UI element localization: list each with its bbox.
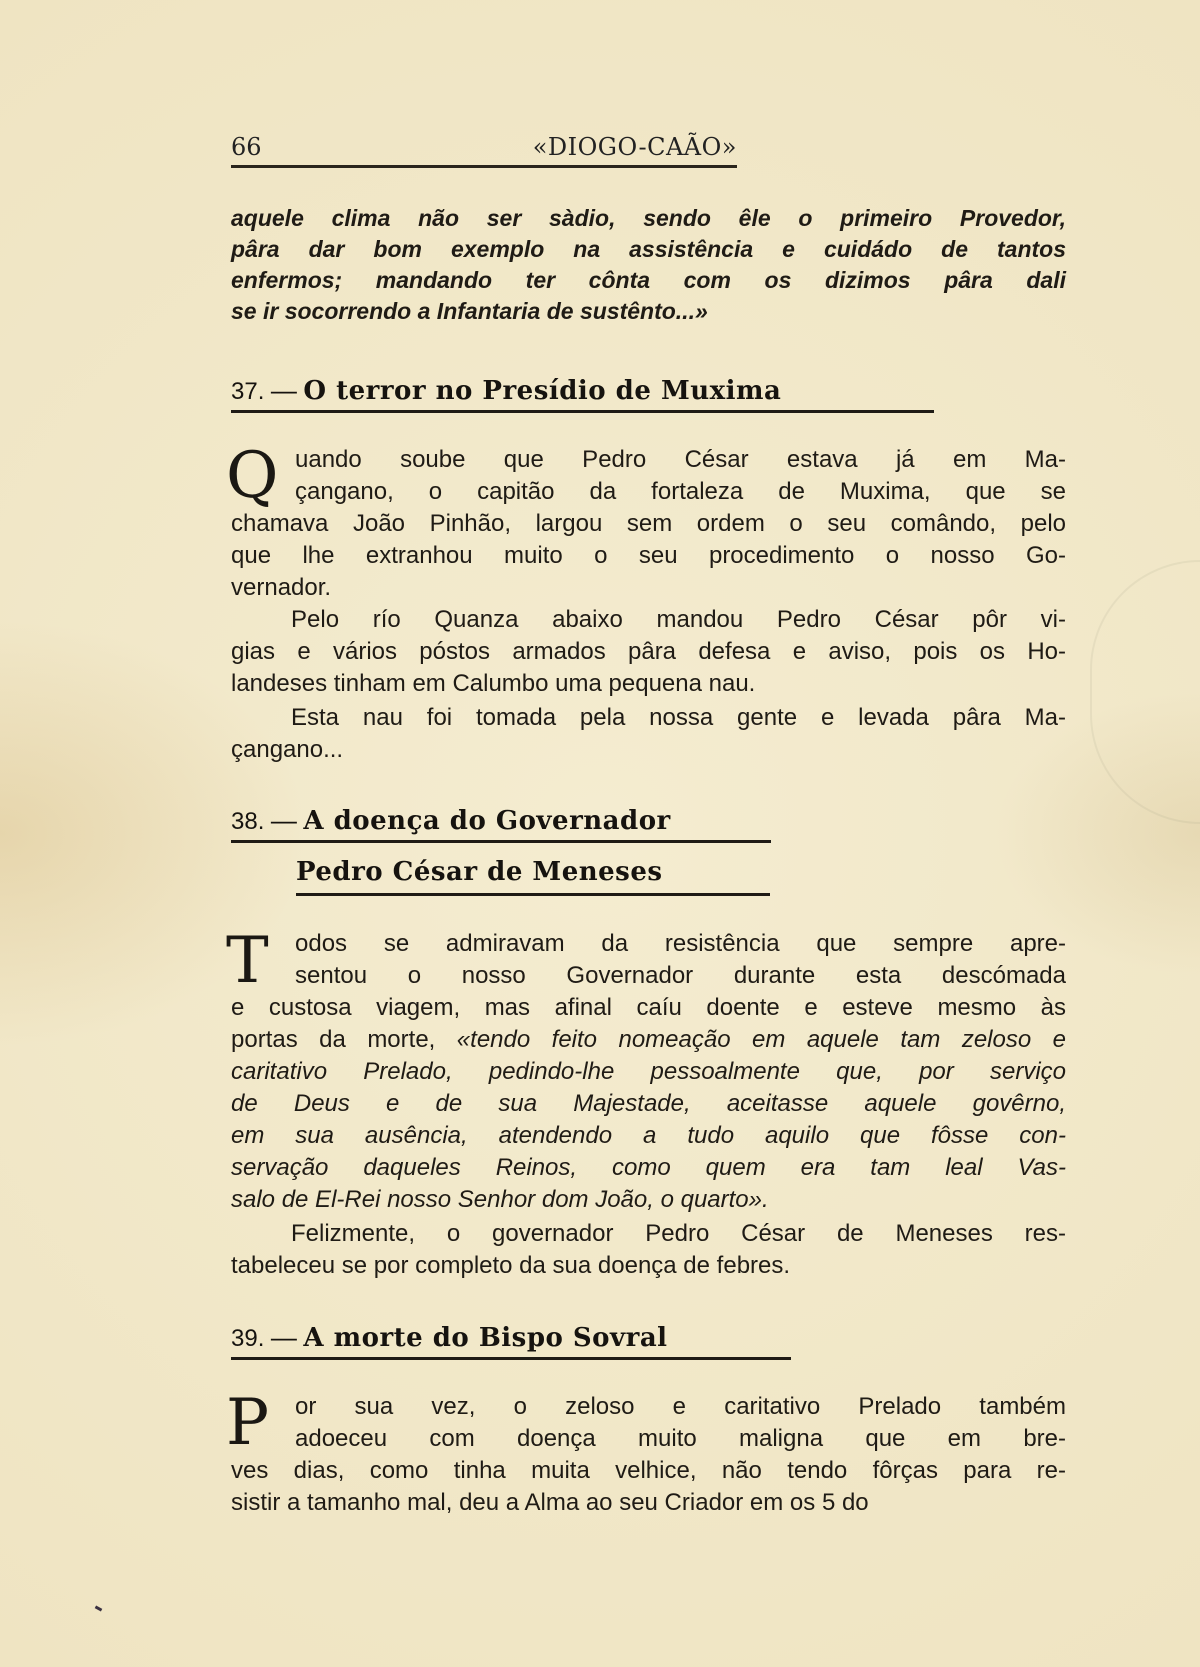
running-title: «DIOGO-CAÃO» bbox=[532, 133, 737, 161]
watermark-seal bbox=[1090, 560, 1200, 824]
quote-italic: «tendo feito nomeação em aquele tam zeloso e bbox=[456, 1026, 1066, 1053]
text-line: caritativo Prelado, pedindo-lhe pessoalmente que, por serviço bbox=[231, 1058, 1066, 1085]
section-rule bbox=[231, 840, 771, 843]
text-line: odos se admiravam da resistência que sempre apre- bbox=[295, 930, 1066, 957]
section-heading-37 bbox=[231, 375, 781, 406]
text-line: que lhe extranhou muito o seu procedimento o nosso Go- bbox=[231, 542, 1066, 569]
text-line: tabeleceu se por completo da sua doença de febres. bbox=[231, 1252, 791, 1279]
section-title: O terror no Presídio de Muxima bbox=[303, 376, 782, 406]
section-39-paragraph-1 bbox=[231, 1391, 1066, 1519]
speck-mark bbox=[95, 1606, 103, 1612]
section-dash: — bbox=[270, 1322, 297, 1352]
text-plain: portas da morte, bbox=[231, 1026, 457, 1053]
intro-quote bbox=[231, 203, 1066, 327]
drop-cap: P bbox=[226, 1386, 270, 1460]
page-number: 66 bbox=[231, 133, 262, 161]
section-38-paragraph-1 bbox=[231, 928, 1066, 1216]
text-line: Pelo río Quanza abaixo mandou Pedro César pôr vi- bbox=[291, 606, 1066, 633]
text-line: ves dias, como tinha muita velhice, não tendo fôrças para re- bbox=[231, 1457, 1066, 1484]
section-heading-38 bbox=[231, 805, 671, 836]
section-rule bbox=[231, 1357, 791, 1360]
section-rule bbox=[231, 410, 934, 413]
text-line: vernador. bbox=[231, 574, 332, 601]
text-line: se ir socorrendo a Infantaria de sustênto...» bbox=[231, 298, 708, 324]
text-line: em sua ausência, atendendo a tudo aquilo que fôsse con- bbox=[231, 1122, 1066, 1149]
section-heading-38-line-2 bbox=[296, 857, 663, 887]
text-line: e custosa viagem, mas afinal caíu doente e esteve mesmo às bbox=[231, 994, 1066, 1021]
section-dash: — bbox=[270, 805, 297, 835]
text-line: enfermos; mandando ter cônta com os dizimos pâra dali bbox=[231, 267, 1066, 293]
text-line: uando soube que Pedro César estava já em Ma- bbox=[295, 446, 1066, 473]
text-line: adoeceu com doença muito maligna que em bre- bbox=[295, 1425, 1066, 1452]
text-line: aquele clima não ser sàdio, sendo êle o primeiro Provedor, bbox=[231, 205, 1066, 231]
section-number: 37. bbox=[231, 378, 265, 405]
text-line: çangano, o capitão da fortaleza de Muxima, que se bbox=[295, 478, 1066, 505]
text-line bbox=[231, 1024, 1066, 1056]
section-38-paragraph-2 bbox=[231, 1218, 1066, 1282]
section-title: A doença do Governador bbox=[303, 806, 671, 836]
text-line: gias e vários póstos armados pâra defesa e aviso, pois os Ho- bbox=[231, 638, 1066, 665]
text-line: sistir a tamanho mal, deu a Alma ao seu Criador em os 5 do bbox=[231, 1489, 869, 1516]
drop-cap: T bbox=[226, 924, 269, 998]
section-number: 39. bbox=[231, 1325, 265, 1352]
section-37-paragraph-3 bbox=[231, 702, 1066, 766]
text-line: landeses tinham em Calumbo uma pequena nau. bbox=[231, 670, 756, 697]
section-number: 38. bbox=[231, 808, 265, 835]
text-line: çangano... bbox=[231, 736, 344, 763]
text-line: servação daqueles Reinos, como quem era tam leal Vas- bbox=[231, 1154, 1066, 1181]
drop-cap: Q bbox=[226, 439, 279, 513]
text-line: pâra dar bom exemplo na assistência e cuidádo de tantos bbox=[231, 236, 1066, 262]
section-dash: — bbox=[270, 375, 297, 405]
text-line: sentou o nosso Governador durante esta descómada bbox=[295, 962, 1066, 989]
section-37-paragraph-2 bbox=[231, 604, 1066, 700]
text-line: or sua vez, o zeloso e caritativo Prelado também bbox=[295, 1393, 1066, 1420]
section-title: A morte do Bispo Sovral bbox=[303, 1323, 668, 1353]
section-heading-39 bbox=[231, 1322, 668, 1353]
text-line: Felizmente, o governador Pedro César de Meneses res- bbox=[291, 1220, 1066, 1247]
text-line: chamava João Pinhão, largou sem ordem o seu comândo, pelo bbox=[231, 510, 1066, 537]
text-line: salo de El-Rei nosso Senhor dom João, o quarto». bbox=[231, 1186, 769, 1213]
section-title: Pedro César de Meneses bbox=[296, 857, 663, 887]
running-head bbox=[231, 128, 737, 162]
header-rule bbox=[231, 165, 737, 168]
text-line: de Deus e de sua Majestade, aceitasse aquele govêrno, bbox=[231, 1090, 1066, 1117]
text-line: Esta nau foi tomada pela nossa gente e levada pâra Ma- bbox=[291, 704, 1066, 731]
section-rule bbox=[296, 893, 770, 896]
section-37-paragraph-1 bbox=[231, 444, 1066, 604]
